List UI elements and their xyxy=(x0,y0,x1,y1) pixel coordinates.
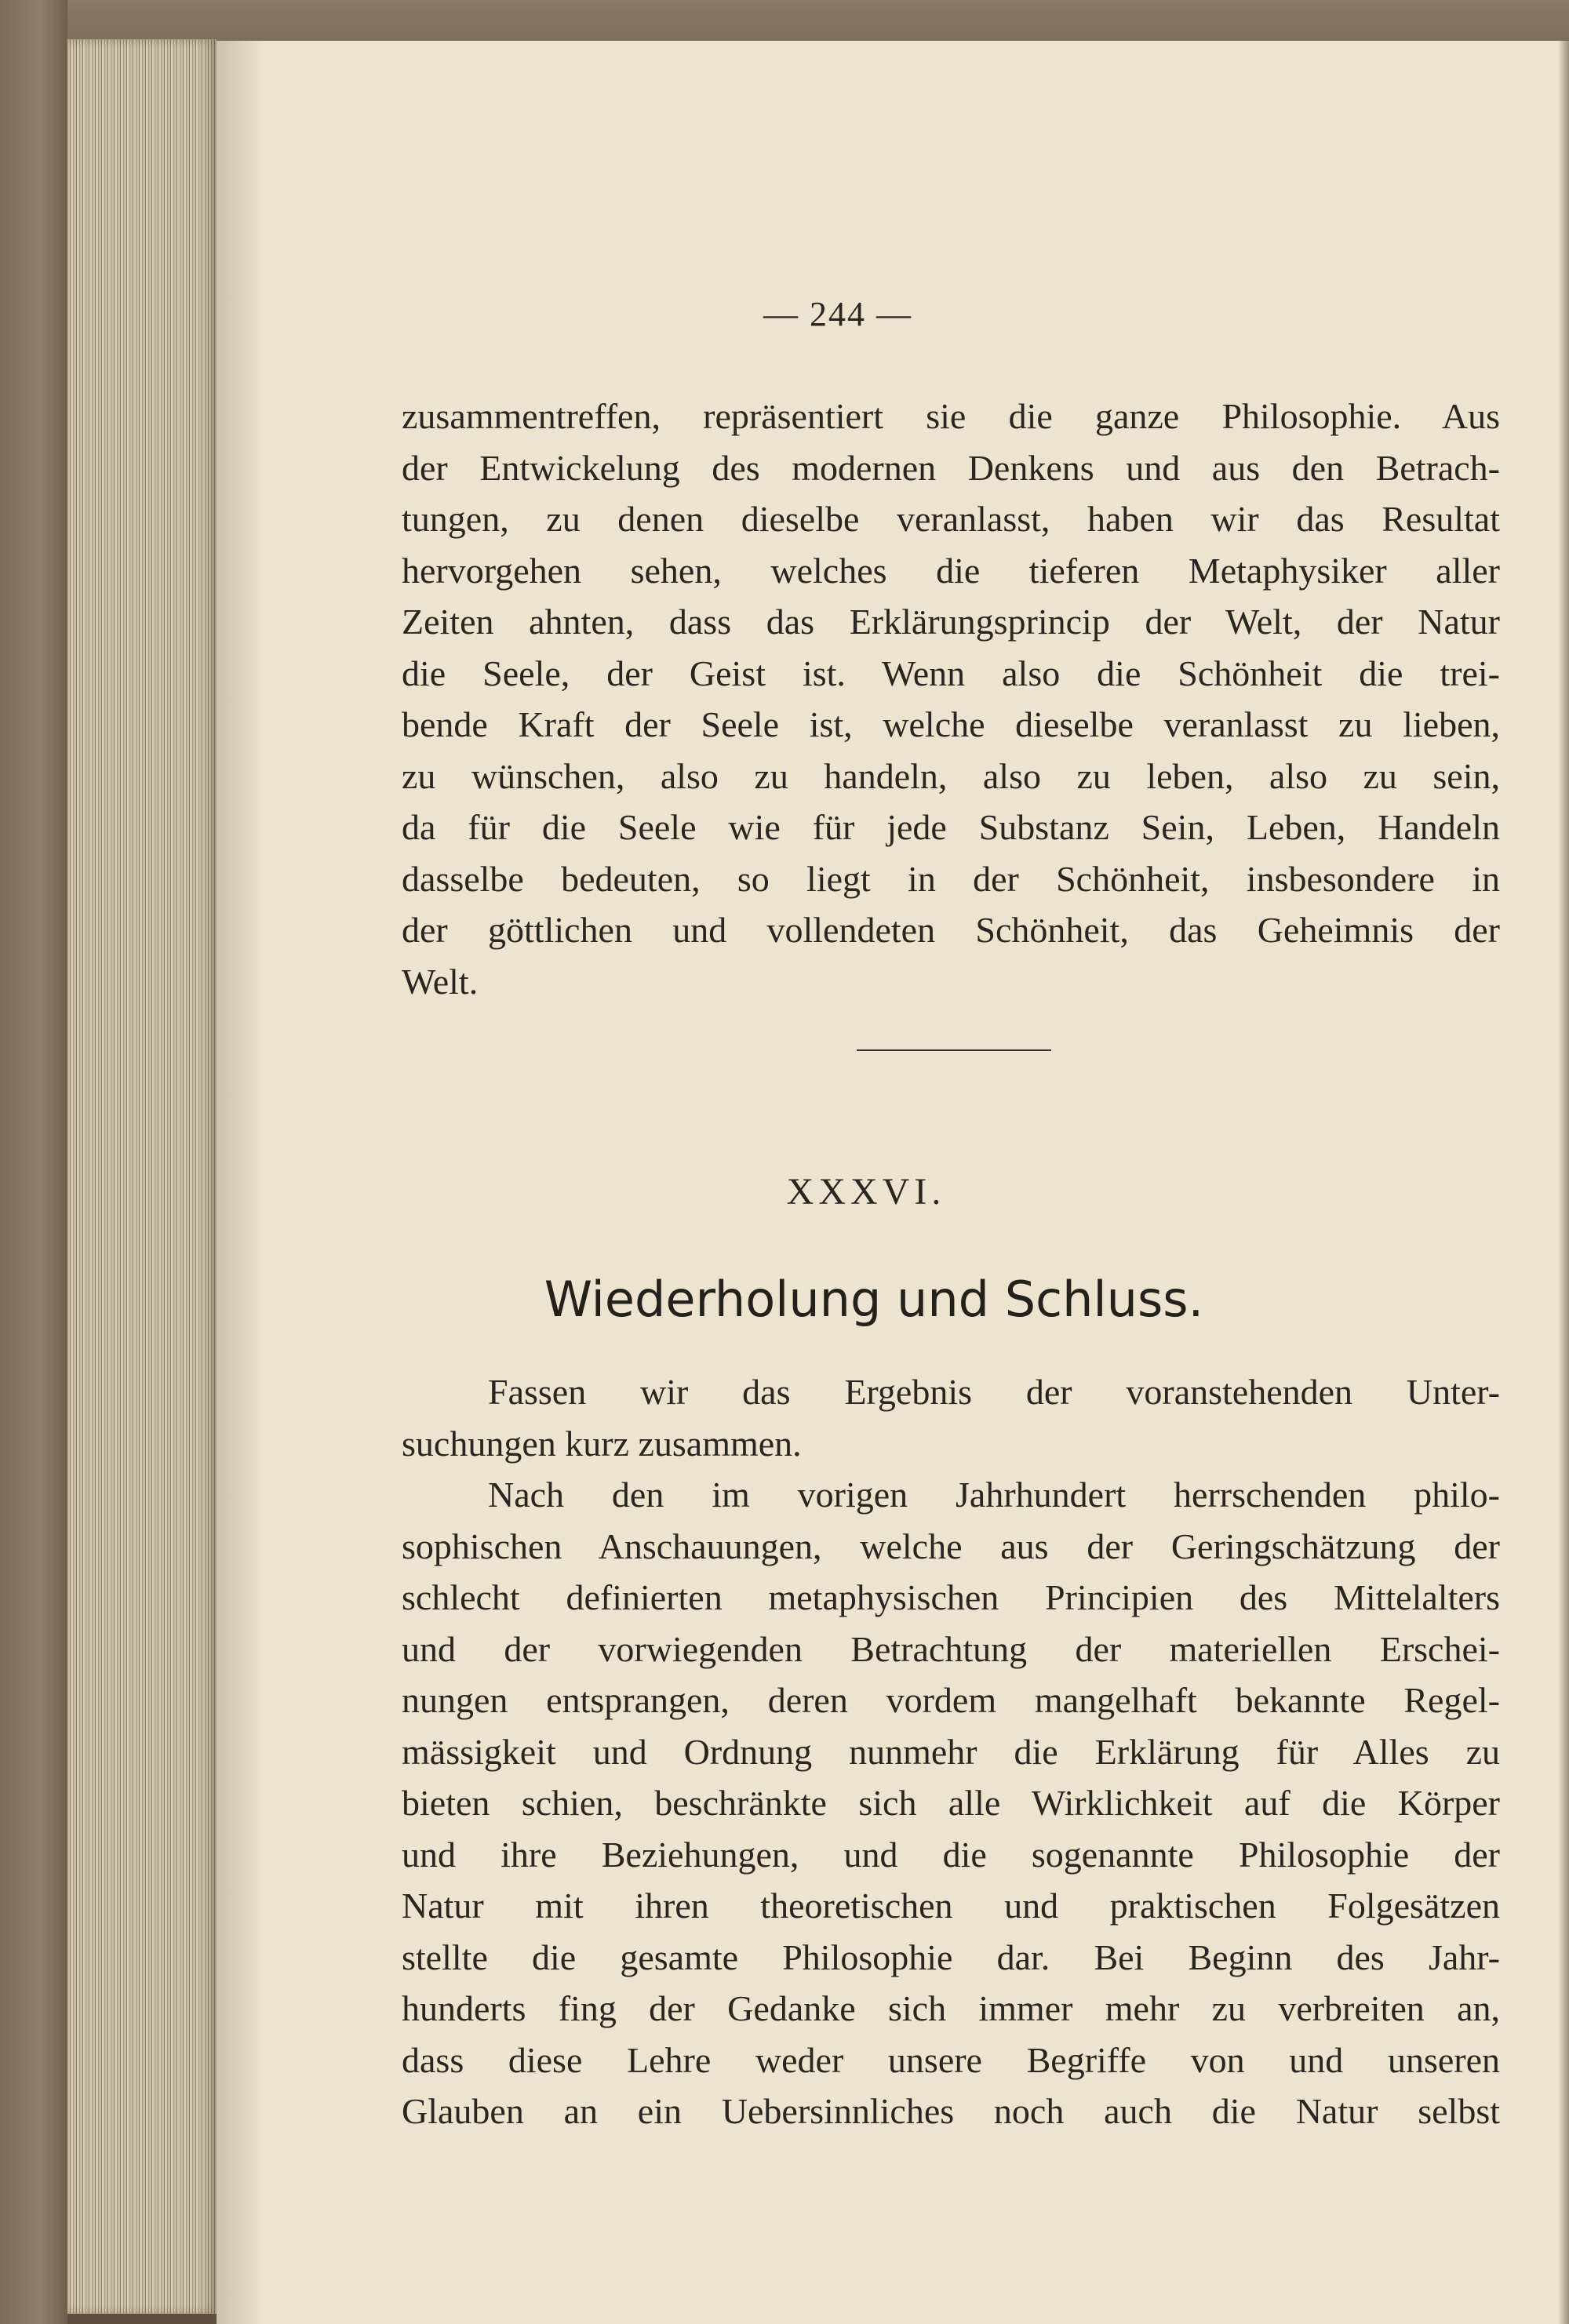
text-line: hunderts fing der Gedanke sich immer mehr zu verbreiten an, xyxy=(402,1988,1500,2028)
text-line: bieten schien, beschränkte sich alle Wirklichkeit auf die Körper xyxy=(402,1783,1500,1823)
text-line: Natur mit ihren theoretischen und praktischen Folgesätzen xyxy=(402,1886,1500,1926)
book-page xyxy=(217,41,1569,2324)
paragraph-continuation xyxy=(402,391,1500,1007)
page-number: — 244 — xyxy=(763,295,912,333)
text-line: Glauben an ein Uebersinnliches noch auch die Natur selbst xyxy=(402,2091,1500,2131)
text-line: der Entwickelung des modernen Denkens und aus den Betrach- xyxy=(402,447,1500,488)
text-line: sophischen Anschauungen, welche aus der Geringschätzung der xyxy=(402,1526,1500,1566)
page-right-shadow xyxy=(1558,41,1569,2324)
text-line: und ihre Beziehungen, und die sogenannte Philosophie der xyxy=(402,1834,1500,1875)
text-line: bende Kraft der Seele ist, welche dieselbe veranlasst zu lieben, xyxy=(402,704,1500,744)
text-line: der göttlichen und vollendeten Schönheit, das Geheimnis der xyxy=(402,910,1500,950)
text-line: dass diese Lehre weder unsere Begriffe von und unseren xyxy=(402,2039,1500,2080)
text-line: mässigkeit und Ordnung nunmehr die Erklärung für Alles zu xyxy=(402,1731,1500,1772)
text-line: da für die Seele wie für jede Substanz Sein, Leben, Handeln xyxy=(402,807,1500,847)
text-line: Fassen wir das Ergebnis der voranstehenden Unter- xyxy=(488,1372,1500,1412)
text-line: die Seele, der Geist ist. Wenn also die Schönheit die trei- xyxy=(402,653,1500,693)
text-line: stellte die gesamte Philosophie dar. Bei Beginn des Jahr- xyxy=(402,1937,1500,1977)
text-line: schlecht definierten metaphysischen Principien des Mittelalters xyxy=(402,1577,1500,1617)
text-line: suchungen kurz zusammen. xyxy=(402,1423,802,1464)
text-line: dasselbe bedeuten, so liegt in der Schönheit, insbesondere in xyxy=(402,858,1500,899)
text-line: tungen, zu denen dieselbe veranlasst, haben wir das Resultat xyxy=(402,499,1500,539)
text-line: und der vorwiegenden Betrachtung der materiellen Erschei- xyxy=(402,1628,1500,1669)
text-line: nungen entsprangen, deren vordem mangelhaft bekannte Regel- xyxy=(402,1680,1500,1720)
text-line: Zeiten ahnten, dass das Erklärungsprincip der Welt, der Natur xyxy=(402,602,1500,642)
text-line: hervorgehen sehen, welches die tieferen Metaphysiker aller xyxy=(402,550,1500,591)
book-cover-spine xyxy=(0,0,67,2324)
chapter-title: Wiederholung und Schluss. xyxy=(544,1271,1204,1328)
text-line: Nach den im vorigen Jahrhundert herrschenden philo- xyxy=(488,1475,1500,1515)
chapter-number: XXXVI. xyxy=(786,1171,946,1213)
paragraph-body xyxy=(402,1366,1500,2137)
text-line: zu wünschen, also zu handeln, also zu leben, also zu sein, xyxy=(402,755,1500,796)
book-cover-top xyxy=(0,0,1569,47)
text-line: zusammentreffen, repräsentiert sie die ganze Philosophie. Aus xyxy=(402,396,1500,436)
section-separator xyxy=(857,1049,1051,1051)
text-line: Welt. xyxy=(402,961,479,1002)
